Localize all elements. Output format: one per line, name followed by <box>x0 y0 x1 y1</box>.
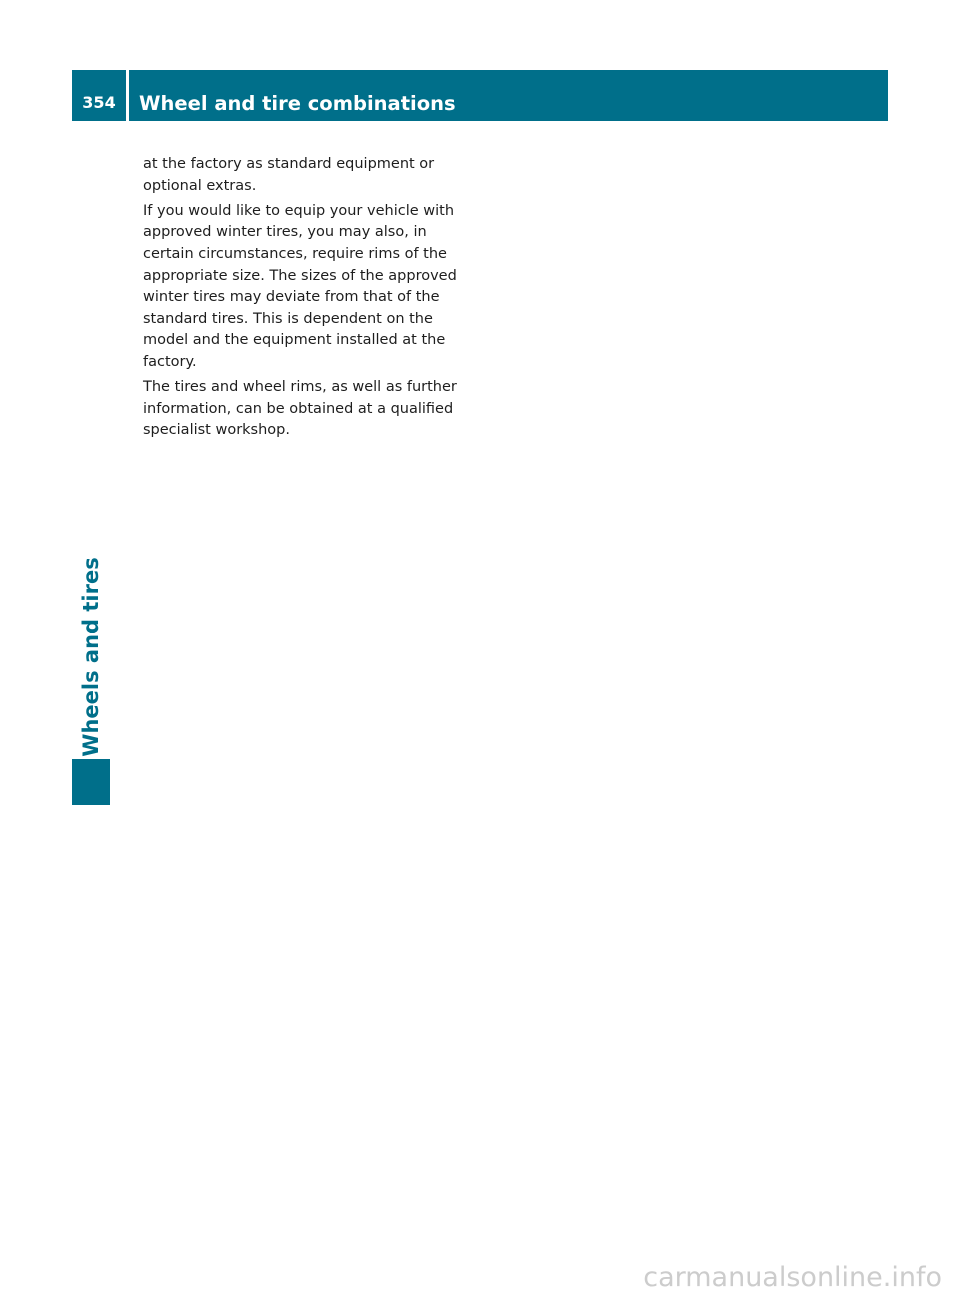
paragraph-1: at the factory as standard equipment or optional extras. <box>143 156 435 194</box>
side-tab-marker <box>72 759 110 805</box>
body-text <box>143 154 473 446</box>
paragraph-3: The tires and wheel rims, as well as further information, can be obtained at a qualified specialist workshop. <box>143 379 457 439</box>
paragraph-2: If you would like to equip your vehicle with approved winter tires, you may also, in certain circumstances, require rims of the appropriate size. The sizes of the approved winter tires may deviate from that of the standard tires. This is dependent on the model and the equipment installed at the factory. <box>143 202 457 370</box>
watermark: carmanualsonline.info <box>643 1262 942 1293</box>
page-number: 354 <box>82 93 116 112</box>
page-header <box>72 70 888 121</box>
side-tab-label: Wheels and tires <box>79 557 103 757</box>
section-title: Wheel and tire combinations <box>139 92 456 115</box>
header-divider <box>126 70 129 121</box>
side-tab <box>72 557 110 757</box>
